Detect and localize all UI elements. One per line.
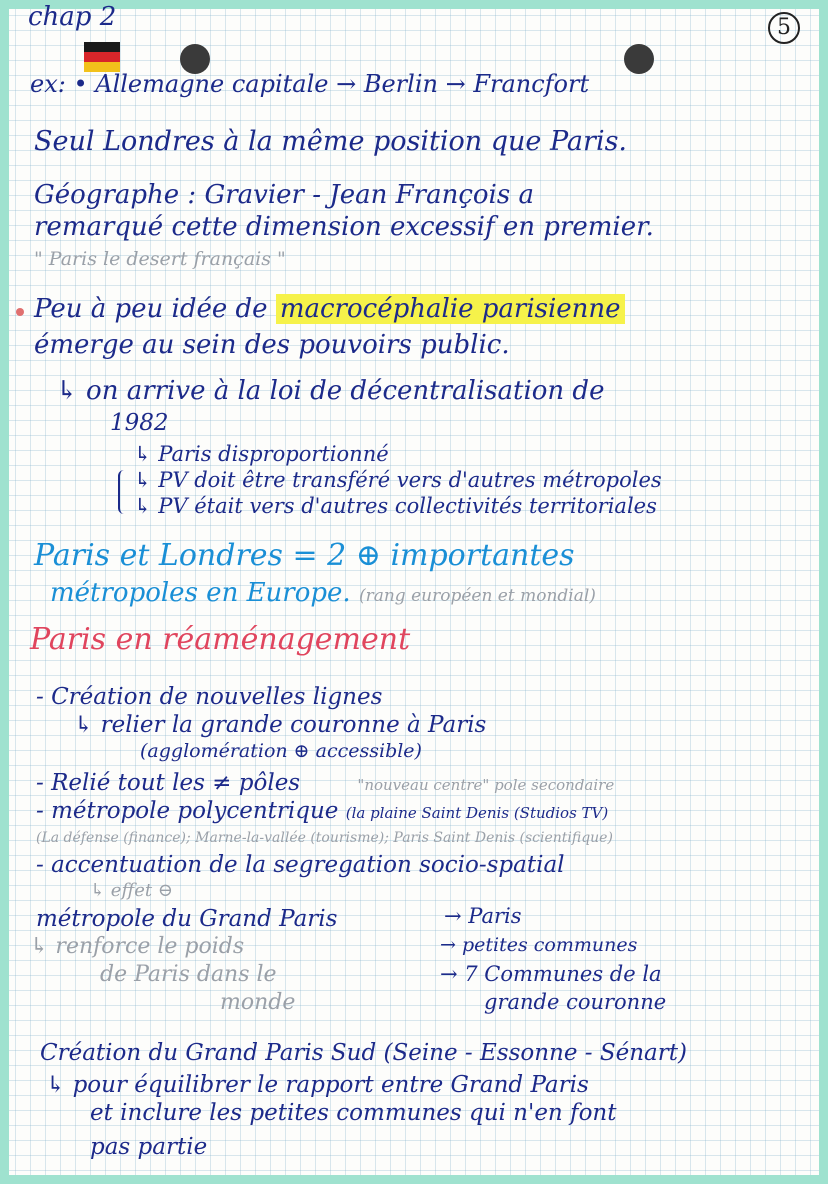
note-line: ↳ relier la grande couronne à Paris [74, 712, 487, 738]
german-flag-drawing [84, 42, 120, 72]
note-line: Géographe : Gravier - Jean François a [34, 180, 534, 210]
note-line: ↳ effet ⊖ [90, 880, 173, 901]
note-line: grande couronne [484, 990, 667, 1014]
note-line: et inclure les petites communes qui n'en font [90, 1100, 617, 1126]
note-line: → petites communes [440, 934, 638, 956]
note-line: Création du Grand Paris Sud (Seine - Essonne - Sénart) [40, 1040, 687, 1066]
note-line: ↳ Paris disproportionné [134, 442, 389, 466]
note-line: → Paris [444, 904, 522, 928]
note-line: (La défense (finance); Marne-la-vallée (tourisme); Paris Saint Denis (scientifique) [36, 830, 613, 846]
note-line: Seul Londres à la même position que Paris. [34, 126, 628, 157]
note-line: - Création de nouvelles lignes [36, 684, 383, 710]
note-line: 1982 [110, 410, 169, 436]
chapter-heading: chap 2 [28, 2, 117, 32]
note-line: de Paris dans le [100, 962, 277, 987]
note-line: ↳ PV était vers d'autres collectivités territoriales [134, 494, 657, 518]
section-heading: Paris en réaménagement [30, 622, 411, 657]
note-line: ↳ renforce le poids [30, 934, 245, 959]
note-line: ↳ PV doit être transféré vers d'autres métropoles [134, 468, 662, 492]
bullet-dot [16, 308, 24, 316]
note-line: " Paris le desert français " [34, 248, 286, 270]
section-heading: Paris et Londres = 2 ⊕ importantes [34, 538, 575, 573]
note-line: ↳ on arrive à la loi de décentralisation de [56, 376, 605, 406]
note-line: - Relié tout les ≠ pôles "nouveau centre" pole secondaire [36, 770, 615, 796]
note-line: émerge au sein des pouvoirs public. [34, 330, 510, 360]
note-line: métropoles en Europe. (rang européen et mondial) [50, 578, 596, 608]
note-line: métropole du Grand Paris [36, 906, 338, 932]
note-line: monde [220, 990, 296, 1015]
note-line: - accentuation de la segregation socio-spatial [36, 852, 565, 878]
binder-hole-right [624, 44, 654, 74]
note-line: pas partie [90, 1134, 208, 1160]
note-line: (agglomération ⊕ accessible) [140, 740, 422, 762]
note-line: → 7 Communes de la [440, 962, 662, 986]
note-line: remarqué cette dimension excessif en premier. [34, 212, 654, 242]
note-line: - métropole polycentrique (la plaine Saint Denis (Studios TV) [36, 798, 609, 824]
page-number: 5 [768, 12, 800, 44]
bracket-mark [118, 470, 130, 514]
note-line: ex: • Allemagne capitale → Berlin → Francfort [30, 70, 590, 98]
note-line: ↳ pour équilibrer le rapport entre Grand Paris [46, 1072, 589, 1098]
highlighted-term: macrocéphalie parisienne [276, 294, 625, 324]
note-line: Peu à peu idée de macrocéphalie parisienne [34, 294, 625, 324]
